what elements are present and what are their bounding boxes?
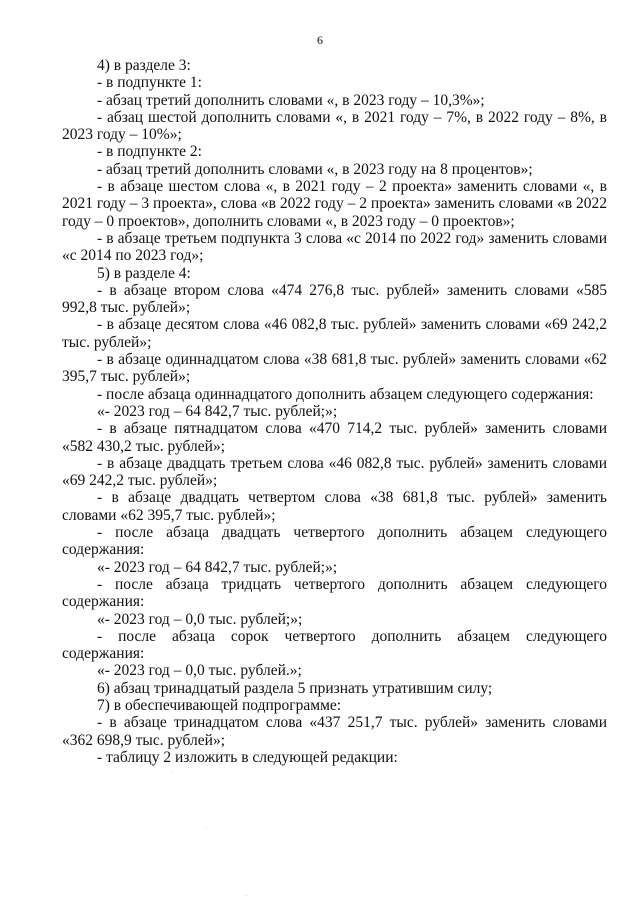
paragraph: «- 2023 год – 64 842,7 тыс. рублей;»; [97,558,338,576]
paragraph: - в абзаце тринадцатом слова «437 251,7 тыс. рублей» заменить словами «362 698,9 тыс. рублей»; [62,714,607,749]
paragraph: - в абзаце шестом слова «, в 2021 году – 2 проекта» заменить словами «, в 2021 году – 3 проекта», слова «в 2022 году – 2 проекта» заменить словами «в 2022 году – 0 проектов», дополнить словами «, в 2023 году – 0 проектов»; [62,178,607,230]
paragraph: - в абзаце втором слова «474 276,8 тыс. рублей» заменить словами «585 992,8 тыс. рублей»; [62,281,607,317]
paragraph: - в абзаце десятом слова «46 082,8 тыс. рублей» заменить словами «69 242,2 тыс. рублей»; [62,316,607,351]
paragraph: - в абзаце третьем подпункта 3 слова «с 2014 по 2022 год» заменить словами «с 2014 по 2023 год»; [62,229,607,265]
paragraph: - в подпункте 2: [97,143,202,161]
paragraph: 6) абзац тринадцатый раздела 5 признать утратившим силу; [97,679,493,697]
scan-speck [246,895,247,896]
paragraph: - абзац шестой дополнить словами «, в 2021 году – 7%, в 2022 году – 8%, в 2023 году – 10%»; [62,108,607,144]
paragraph: - абзац третий дополнить словами «, в 2023 году на 8 процентов»; [97,160,533,178]
paragraph: «- 2023 год – 0,0 тыс. рублей.»; [97,662,302,680]
paragraph: «- 2023 год – 0,0 тыс. рублей;»; [97,610,303,628]
paragraph: - после абзаца двадцать четвертого дополнить абзацем следующего содержания: [62,524,607,559]
paragraph: 5) в разделе 4: [97,264,191,282]
paragraph: - таблицу 2 изложить в следующей редакции: [97,748,398,766]
paragraph: - после абзаца одиннадцатого дополнить абзацем следующего содержания: [97,385,594,403]
paragraph: 7) в обеспечивающей подпрограмме: [97,696,342,714]
paragraph: - в абзаце двадцать третьем слова «46 082,8 тыс. рублей» заменить словами «69 242,2 тыс. рублей»; [62,454,607,490]
paragraph: «- 2023 год – 64 842,7 тыс. рублей;»; [97,402,338,420]
paragraph: - абзац третий дополнить словами «, в 2023 году – 10,3%»; [97,91,485,109]
paragraph: - в абзаце двадцать четвертом слова «38 681,8 тыс. рублей» заменить словами «62 395,7 тыс. рублей»; [62,489,607,524]
paragraph: 4) в разделе 3: [97,57,191,74]
paragraph: - в абзаце пятнадцатом слова «470 714,2 тыс. рублей» заменить словами «582 430,2 тыс. рублей»; [62,420,607,455]
paragraph: - после абзаца сорок четвертого дополнить абзацем следующего содержания: [62,627,607,663]
paragraph: - в абзаце одиннадцатом слова «38 681,8 тыс. рублей» заменить словами «62 395,7 тыс. рублей»; [62,351,607,386]
page-number: 6 [317,33,323,47]
scan-speck [206,828,207,829]
paragraph: - в подпункте 1: [97,74,202,92]
scan-speck [172,772,173,773]
paragraph: - после абзаца тридцать четвертого дополнить абзацем следующего содержания: [62,575,607,611]
document-body [62,57,607,766]
